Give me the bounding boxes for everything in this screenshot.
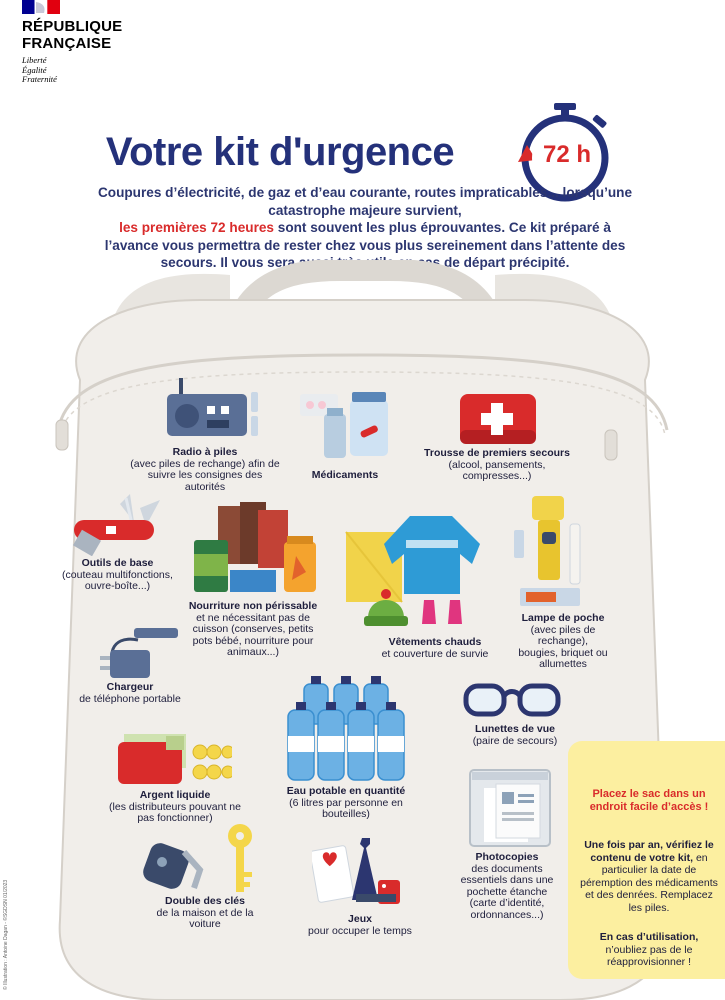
page-title: Votre kit d'urgence [105,130,455,174]
item-food-label: Nourriture non périssable et ne nécessitant pas de cuisson (conserves, petits pots bébé, nourriture pour animaux...) [188,600,318,658]
item-water-label: Eau potable en quantité (6 litres par personne en bouteilles) [286,785,406,820]
document-pouch-icon [466,766,554,848]
item-medicaments-label: Médicaments [311,469,379,481]
item-glasses-label: Lunettes de vue (paire de secours) [472,723,558,747]
item-tools-label: Outils de base (couteau multifonctions, ouvre-boîte...) [62,557,173,592]
item-cash-label: Argent liquide (les distributeurs pouvant ne pas fonctionner) [109,789,241,824]
reminder-restock: En cas d’utilisation, n’oubliez pas de le réapprovisionner ! [599,931,699,968]
water-bottles-icon [284,674,408,782]
marianne-flag-logo [22,0,60,14]
item-charger-label: Chargeur de téléphone portable [79,681,181,705]
intro-paragraph: Coupures d’électricité, de gaz et d’eau courante, routes impraticables... lorsqu’une catastrophe majeure survient, les premières 72 heures sont souvent les plus éprouvantes. Ce kit préparé à l’avance vous permettra de rester chez vous plus sereinement dans l’attente des secours. Il vous sera aussi très utile en cas de départ précipité. [97,185,633,270]
timer-label: 72 h [542,141,592,168]
glasses-icon [462,680,562,720]
item-games-label: Jeux pour occuper le temps [308,913,412,937]
reminder-heading: Placez le sac dans un endroit facile d’accès ! [589,788,709,813]
cash-icon [116,732,232,788]
warm-clothes-icon [344,514,490,634]
illustration-credit: © Illustration : Antoine Dagan - ©SGDSN 01/2023 [3,879,9,990]
item-photocopies-label: Photocopies des documents essentiels dans une pochette étanche (carte d’identité, ordonnances...) [460,851,554,921]
radio-icon [165,376,265,438]
flashlight-icon [512,494,592,612]
item-clothes-label: Vêtements chauds et couverture de survie [381,636,489,660]
games-icon [312,834,408,910]
canned-food-icon [192,500,320,596]
item-first-aid-label: Trousse de premiers secours (alcool, pansements, compresses...) [424,447,570,482]
first-aid-kit-icon [458,392,538,446]
medicines-icon [298,390,393,462]
republic-motto: Liberté Égalité Fraternité [22,55,57,84]
keys-icon [140,822,258,898]
item-radio-label: Radio à piles (avec piles de rechange) afin de suivre les consignes des autorités [130,446,280,493]
intro-highlight: les premières 72 heures [119,220,274,235]
multitool-knife-icon [70,494,162,556]
reminder-yearly-check: Une fois par an, vérifiez le contenu de votre kit, en particulier la date de péremption des médicaments et des denrées. Remplacez les piles. [580,839,718,914]
item-keys-label: Double des clés de la maison et de la voiture [156,895,254,930]
item-flashlight-label: Lampe de poche (avec piles de rechange), bougies, briquet ou allumettes [518,612,608,670]
republique-francaise-logo-text: RÉPUBLIQUE FRANÇAISE [22,18,123,52]
phone-charger-icon [98,622,180,680]
